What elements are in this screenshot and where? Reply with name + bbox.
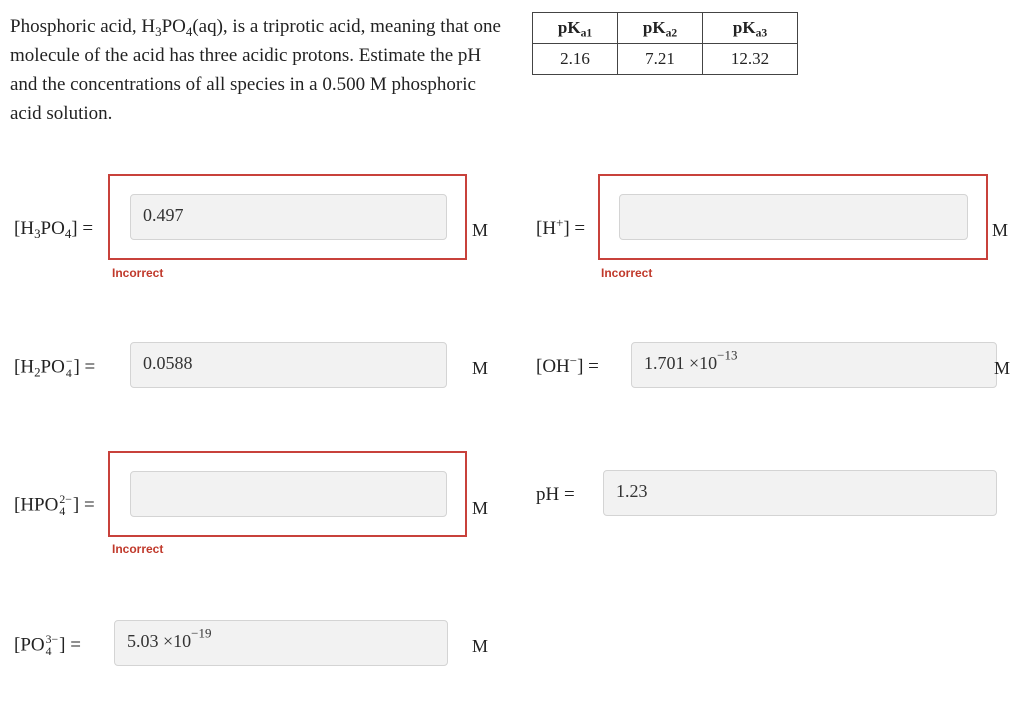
h3po4-unit: M [472, 220, 489, 240]
po4-unit: M [472, 636, 489, 656]
hplus-label: [H+] = [536, 214, 586, 239]
pka-table [532, 12, 798, 75]
ohminus-mantissa: 1.701 [644, 353, 685, 373]
po4-mantissa: 5.03 [127, 631, 159, 651]
hpo4-input[interactable] [130, 471, 447, 517]
pka1-header: $pK_{a1}$ [533, 13, 618, 44]
pka2-header: $pK_{a2}$ [618, 13, 703, 44]
po4-input[interactable] [114, 620, 448, 666]
ph-input[interactable]: 1.23 [603, 470, 997, 516]
hplus-error-text: Incorrect [601, 266, 653, 280]
po4-times: ×10 [163, 631, 192, 651]
po4-exponent: −19 [191, 625, 212, 641]
ohminus-label: [OH−] = [536, 352, 599, 377]
h2po4-input[interactable]: 0.0588 [130, 342, 447, 388]
hplus-input[interactable] [619, 194, 968, 240]
h3po4-input[interactable]: 0.497 [130, 194, 447, 240]
h3po4-label: $[H_3PO_4]$ = [14, 218, 94, 241]
hpo4-unit: M [472, 498, 489, 518]
ph-label: pH = [536, 484, 575, 505]
ohminus-exponent: −13 [717, 347, 738, 363]
hpo4-error-text: Incorrect [112, 542, 164, 556]
h2po4-label: [$H_2PO$ − 4 ] = [14, 355, 96, 381]
ohminus-unit: M [994, 358, 1011, 378]
hplus-unit: M [992, 220, 1009, 240]
ohminus-input[interactable] [631, 342, 997, 388]
h3po4-error-text: Incorrect [112, 266, 164, 280]
pka2-value: 7.21 [618, 44, 703, 75]
question-text: Phosphoric acid, $H_3PO_4(aq)$, is a triprotic acid, meaning that one molecule of the acid has three acidic protons. Estimate the pH and the concentrations of all species in a 0.500 M phosphoric acid solution. [10, 16, 501, 124]
pka3-value: 12.32 [703, 44, 798, 75]
hpo4-label: [HPO 2− 4 ] = [14, 493, 95, 519]
h2po4-unit: M [472, 358, 489, 378]
pka1-value: 2.16 [533, 44, 618, 75]
ohminus-times: ×10 [689, 353, 718, 373]
pka3-header: $pK_{a3}$ [703, 13, 798, 44]
po4-label: [PO 3− 4 ] = [14, 633, 81, 659]
